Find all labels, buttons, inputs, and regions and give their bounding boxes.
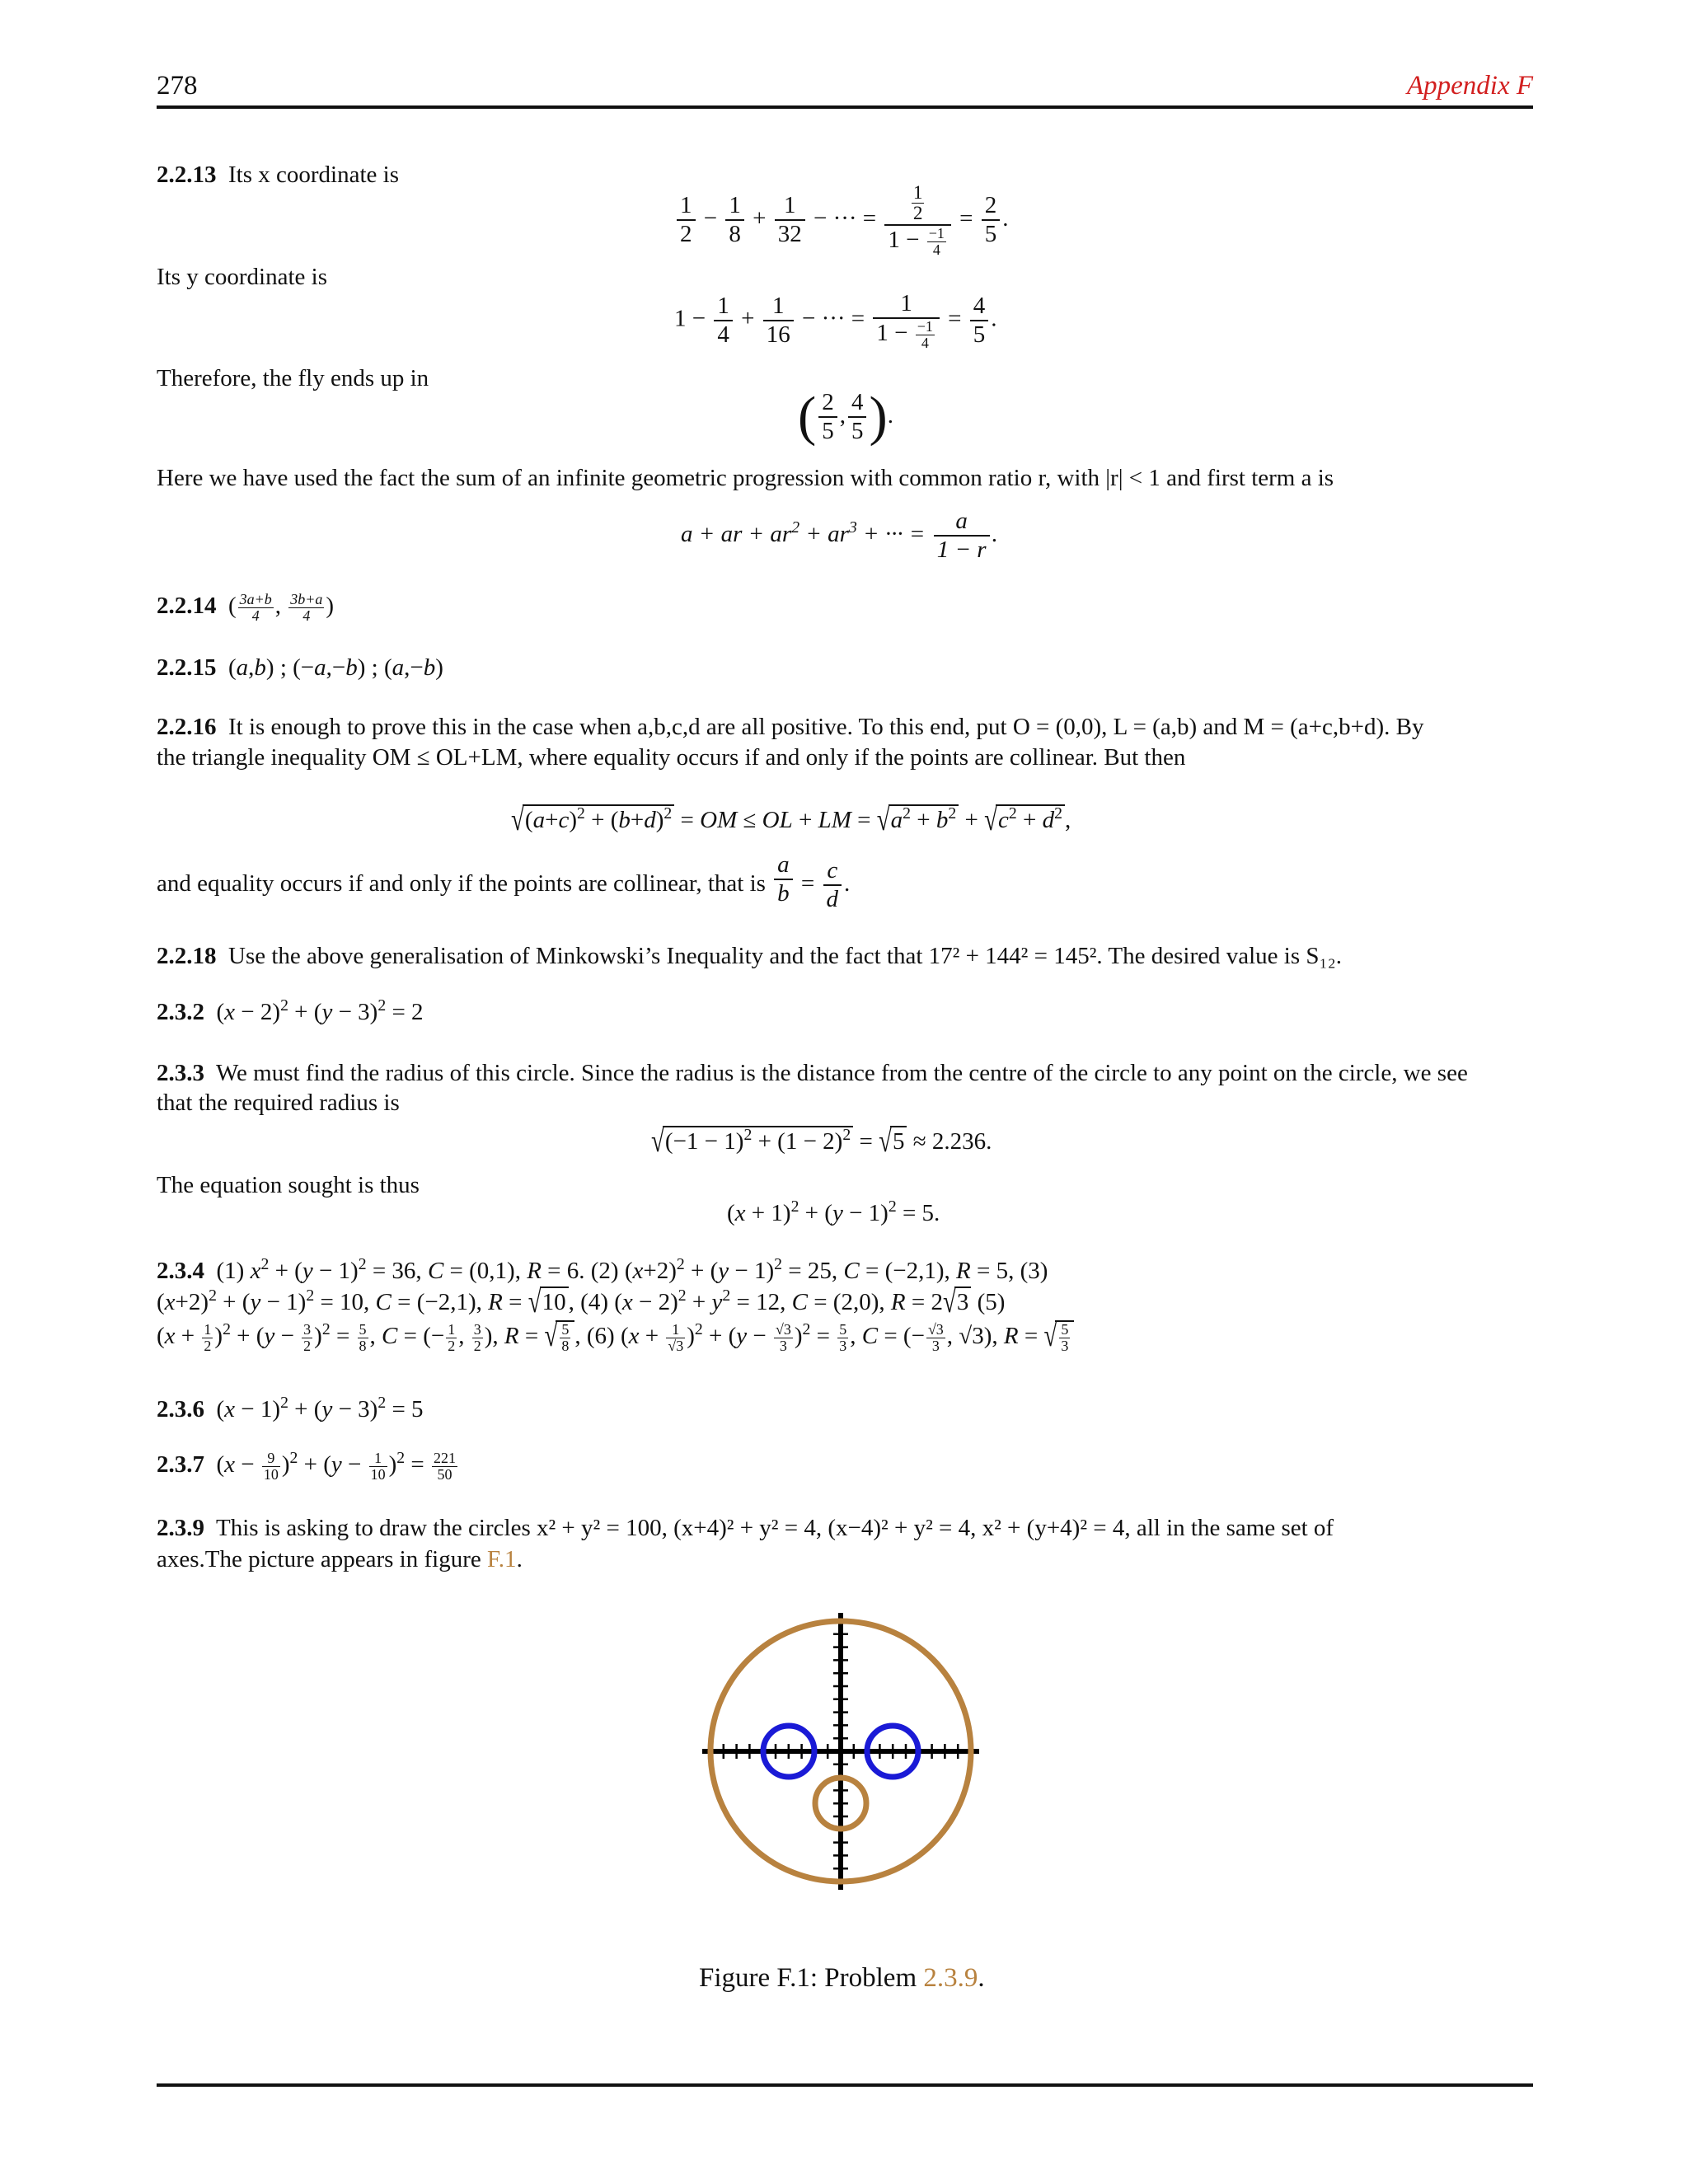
item-2-3-9 [157, 1515, 1334, 1542]
figure-link[interactable]: F.1 [487, 1546, 517, 1572]
figure-circles [692, 1599, 989, 1904]
text-therefore: Therefore, the fly ends up in [157, 365, 429, 391]
item-2-3-2 [157, 996, 424, 1026]
equation-2-3-4-line1: 2.3.4 (1) $x^2 + (y - 1)^2 = 36$, C = (0,1), R = 6. (2) $(x+2)^2 + (y - 1)^2 = 25$, C = (−2,1), R = 5, (3) [157, 1255, 1048, 1284]
equation-2-3-2: $(x - 2)^2 + (y - 3)^2 = 2$ [216, 996, 424, 1025]
item-label: 2.2.13 [157, 162, 217, 188]
item-text: axes.The picture appears in figure [157, 1546, 481, 1572]
item-text: and equality occurs if and only if the points are collinear, that is [157, 870, 766, 897]
axes [702, 1613, 979, 1890]
page-number: 278 [157, 71, 198, 101]
item-label: 2.3.7 [157, 1451, 204, 1479]
item-2-2-13 [157, 162, 399, 189]
item-text: We must find the radius of this circle. Since the radius is the distance from the centre of the circle to any point on the circle, we see [215, 1060, 1468, 1086]
equation-x-series: $\frac{1}{2}$ − $\frac{1}{8}$ + $\frac{1}{32}$ − ··· = $\frac{1}{2}$ 1 − $\frac{-1}{4}$ = $\frac{2}{5}$ . [674, 183, 1009, 257]
footer-rule [157, 2083, 1533, 2087]
caption-ref[interactable]: 2.3.9 [923, 1963, 978, 1993]
equation-point: ( $\frac{2}{5}$ , $\frac{4}{5}$ ). [798, 386, 893, 447]
equation-2-2-15: (a,b) ; (−a,−b) ; (a,−b) [228, 654, 443, 681]
equation-minkowski: $√(a+c)^2 + (b+d)^2$ = OM ≤ OL + LM = $√a^2 + b^2 + √c^2 + d^2$ , [511, 802, 1071, 838]
item-2-2-15 [157, 654, 443, 682]
item-2-2-16 [157, 714, 1423, 741]
equation-geometric-sum: a + ar + $ar^2 + ar^3$ + ··· = $\frac{a}{1 - r}$ . [681, 508, 998, 564]
item-text-figure-ref: axes.The picture appears in figure F.1. [157, 1546, 523, 1572]
equation-2-3-4-line2: $(x+2)^2 + (y - 1)^2 = 10$, C = (−2,1), R = √10 , (4) $(x - 2)^2 + y^2 = 12$, C = (2,0), R = 2√3 (5) [157, 1284, 1006, 1320]
equation-radius: $√(-1 - 1)^2 + (1 - 2)^2 = √5 \approx 2.236$. [651, 1123, 992, 1160]
text-geometric: Here we have used the fact the sum of an infinite geometric progression with common ratio r, with |r| < 1 and first term a is [157, 465, 1334, 491]
text-y-coordinate: Its y coordinate is [157, 264, 327, 290]
item-label: 2.3.4 [157, 1258, 204, 1284]
item-label: 2.3.2 [157, 999, 204, 1025]
item-label: 2.2.14 [157, 593, 217, 620]
item-text: Use the above generalisation of Minkowski’s Inequality and the fact that 17² + 144² = 145². The desired value is S₁₂. [228, 943, 1342, 969]
caption-text: Figure F.1: Problem [699, 1963, 917, 1993]
item-label: 2.3.6 [157, 1396, 204, 1422]
item-text: Its x coordinate is [228, 162, 399, 188]
item-text: that the required radius is [157, 1090, 400, 1116]
item-2-3-4 [157, 1255, 1541, 1354]
item-text: This is asking to draw the circles x² + y² = 100, (x+4)² + y² = 4, (x−4)² + y² = 4, x² + (y+4)² = 4, all in the same set of [215, 1515, 1334, 1541]
item-text-collinear: and equality occurs if and only if the points are collinear, that is $\frac{a}{b}$ = $\frac{c}{d}$ . [157, 851, 851, 913]
item-label: 2.2.15 [157, 654, 217, 681]
item-label: 2.2.18 [157, 943, 217, 969]
item-label: 2.3.3 [157, 1060, 204, 1086]
item-text: It is enough to prove this in the case when a,b,c,d are all positive. To this end, put O = (0,0), L = (a,b) and M = (a+c,b+d). By [228, 714, 1424, 740]
item-2-3-3 [157, 1060, 1468, 1087]
item-label: 2.2.16 [157, 714, 217, 740]
equation-2-2-14: ( $\frac{3a+b}{4}$ , $\frac{3b+a}{4}$ ) [228, 591, 335, 624]
item-2-2-18 [157, 943, 1342, 970]
item-text: The equation sought is thus [157, 1172, 420, 1198]
item-2-2-14 [157, 592, 334, 624]
figure-caption: Figure F.1: Problem 2.3.9. [699, 1963, 985, 1993]
equation-y-series: 1 − $\frac{1}{4}$ + $\frac{1}{16}$ − ··· = 1 1 − $\frac{-1}{4}$ = $\frac{4}{5}$ . [674, 290, 997, 352]
equation-2-3-6: $(x - 1)^2 + (y - 3)^2 = 5$ [216, 1394, 424, 1422]
item-2-3-7 [157, 1451, 459, 1483]
chapter-title: Appendix F [1406, 71, 1533, 101]
item-label: 2.3.9 [157, 1515, 204, 1541]
equation-2-3-4-line3: (x + $\frac{1}{2}$ )$^2$ + (y − $\frac{3}{2}$ )$^2$ = $\frac{5}{8}$ , C = (− $\frac{1}{2}$ , $\frac{3}{2}$ ), R = √ $\frac{5}{8}$ , (6) (x + $\frac{1}{√3}$ )$^2$ + (y − $\frac{√3}{3}$ )$^2$ = $\frac{5}{3}$ , C = (− $\frac{√3}{3}$ , √3), R = √ $\frac{5}{3}$ [157, 1320, 1541, 1354]
equation-2-3-7: (x − $\frac{9}{10}$ )$^2$ + (y − $\frac{1}{10}$ )$^2$ = $\frac{221}{50}$ [216, 1449, 456, 1483]
item-2-3-6 [157, 1396, 424, 1423]
header-rule [157, 105, 1533, 109]
item-text: the triangle inequality OM ≤ OL+LM, where equality occurs if and only if the points are collinear. But then [157, 744, 1186, 771]
equation-circle-2-3-3: $(x + 1)^2 + (y - 1)^2 = 5$. [727, 1197, 940, 1226]
